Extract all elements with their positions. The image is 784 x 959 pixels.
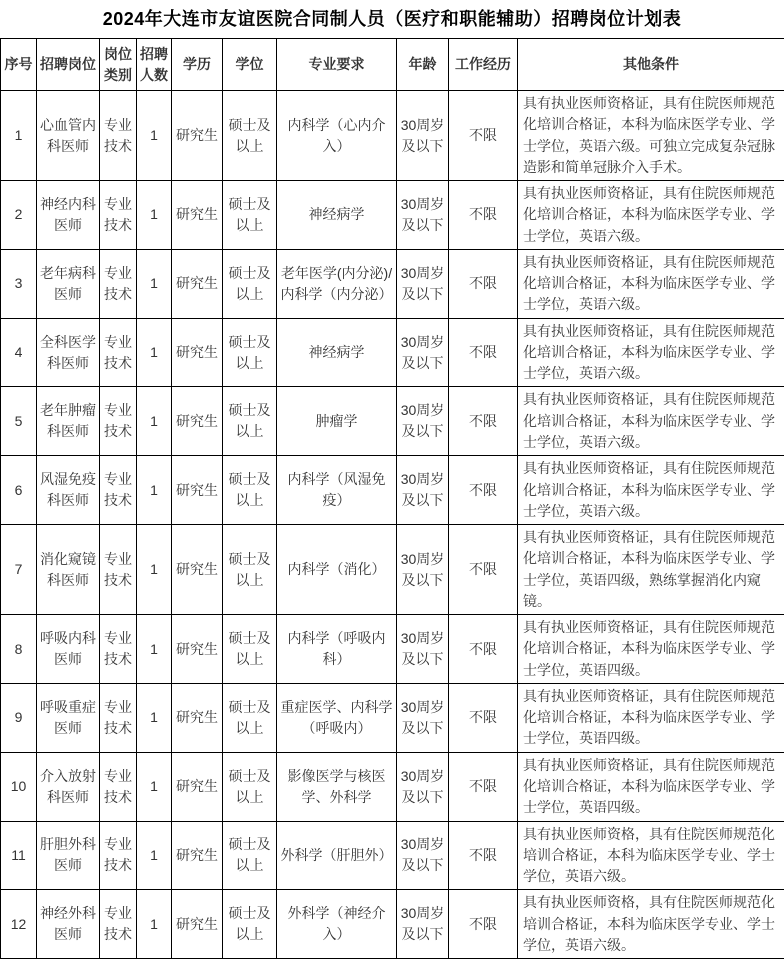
cell-count: 1 (137, 318, 172, 387)
table-row (1, 525, 784, 615)
table-row (1, 181, 784, 250)
cell-other: 具有执业医师资格证，具有住院医师规范化培训合格证，本科为临床医学专业、学士学位，英语四级，熟练掌握消化内窥镜。 (518, 525, 784, 615)
cell-other: 具有执业医师资格证，具有住院医师规范化培训合格证，本科为临床医学专业、学士学位，英语六级。可独立完成复杂冠脉造影和简单冠脉介入手术。 (518, 91, 784, 181)
cell-age: 30周岁及以下 (397, 181, 449, 250)
cell-no: 2 (1, 181, 37, 250)
cell-degree: 硕士及以上 (223, 318, 277, 387)
table-row (1, 615, 784, 684)
cell-category: 专业技术 (100, 821, 137, 890)
cell-count: 1 (137, 387, 172, 456)
cell-category: 专业技术 (100, 318, 137, 387)
table-row (1, 752, 784, 821)
table-header (1, 39, 784, 91)
cell-other: 具有执业医师资格证，具有住院医师规范化培训合格证，本科为临床医学专业、学士学位，英语六级。 (518, 387, 784, 456)
cell-age: 30周岁及以下 (397, 456, 449, 525)
cell-position: 消化窥镜科医师 (37, 525, 100, 615)
cell-major: 外科学（肝胆外） (277, 821, 397, 890)
cell-degree: 硕士及以上 (223, 890, 277, 959)
cell-education: 研究生 (172, 91, 223, 181)
cell-count: 1 (137, 683, 172, 752)
cell-experience: 不限 (449, 752, 518, 821)
cell-other: 具有执业医师资格证，具有住院医师规范化培训合格证，本科为临床医学专业、学士学位，英语六级。 (518, 249, 784, 318)
column-header-count: 招聘人数 (137, 39, 172, 91)
cell-experience: 不限 (449, 91, 518, 181)
cell-no: 4 (1, 318, 37, 387)
cell-category: 专业技术 (100, 615, 137, 684)
cell-experience: 不限 (449, 821, 518, 890)
cell-age: 30周岁及以下 (397, 249, 449, 318)
cell-other: 具有执业医师资格，具有住院医师规范化培训合格证，本科为临床医学专业、学士学位，英语六级。 (518, 890, 784, 959)
cell-position: 呼吸内科医师 (37, 615, 100, 684)
cell-degree: 硕士及以上 (223, 456, 277, 525)
cell-category: 专业技术 (100, 387, 137, 456)
cell-count: 1 (137, 249, 172, 318)
cell-count: 1 (137, 615, 172, 684)
cell-major: 内科学（消化） (277, 525, 397, 615)
cell-category: 专业技术 (100, 525, 137, 615)
cell-other: 具有执业医师资格证，具有住院医师规范化培训合格证，本科为临床医学专业、学士学位，英语四级。 (518, 683, 784, 752)
cell-position: 心血管内科医师 (37, 91, 100, 181)
cell-position: 全科医学科医师 (37, 318, 100, 387)
cell-age: 30周岁及以下 (397, 821, 449, 890)
cell-no: 11 (1, 821, 37, 890)
cell-education: 研究生 (172, 615, 223, 684)
recruitment-plan-table (0, 38, 784, 959)
cell-major: 内科学（心内介入） (277, 91, 397, 181)
cell-position: 介入放射科医师 (37, 752, 100, 821)
header-row (1, 39, 784, 91)
cell-major: 重症医学、内科学（呼吸内） (277, 683, 397, 752)
cell-degree: 硕士及以上 (223, 683, 277, 752)
cell-category: 专业技术 (100, 683, 137, 752)
cell-major: 外科学（神经介入） (277, 890, 397, 959)
cell-other: 具有执业医师资格，具有住院医师规范化培训合格证，本科为临床医学专业、学士学位，英语六级。 (518, 821, 784, 890)
cell-major: 内科学（风湿免疫） (277, 456, 397, 525)
table-row (1, 821, 784, 890)
cell-position: 神经外科医师 (37, 890, 100, 959)
cell-no: 3 (1, 249, 37, 318)
cell-age: 30周岁及以下 (397, 890, 449, 959)
cell-degree: 硕士及以上 (223, 525, 277, 615)
column-header-position: 招聘岗位 (37, 39, 100, 91)
cell-education: 研究生 (172, 752, 223, 821)
cell-category: 专业技术 (100, 752, 137, 821)
cell-no: 12 (1, 890, 37, 959)
table-row (1, 249, 784, 318)
cell-degree: 硕士及以上 (223, 752, 277, 821)
cell-education: 研究生 (172, 387, 223, 456)
cell-degree: 硕士及以上 (223, 387, 277, 456)
table-row (1, 890, 784, 959)
cell-age: 30周岁及以下 (397, 387, 449, 456)
cell-degree: 硕士及以上 (223, 91, 277, 181)
table-row (1, 91, 784, 181)
cell-major: 影像医学与核医学、外科学 (277, 752, 397, 821)
cell-experience: 不限 (449, 318, 518, 387)
cell-education: 研究生 (172, 683, 223, 752)
cell-experience: 不限 (449, 615, 518, 684)
table-row (1, 683, 784, 752)
cell-position: 神经内科医师 (37, 181, 100, 250)
cell-other: 具有执业医师资格证，具有住院医师规范化培训合格证，本科为临床医学专业、学士学位，英语六级。 (518, 456, 784, 525)
column-header-education: 学历 (172, 39, 223, 91)
table-body (1, 91, 784, 959)
column-header-experience: 工作经历 (449, 39, 518, 91)
cell-category: 专业技术 (100, 91, 137, 181)
cell-other: 具有执业医师资格证，具有住院医师规范化培训合格证，本科为临床医学专业、学士学位，英语四级。 (518, 615, 784, 684)
cell-no: 8 (1, 615, 37, 684)
cell-experience: 不限 (449, 249, 518, 318)
cell-experience: 不限 (449, 525, 518, 615)
table-row (1, 456, 784, 525)
page-title: 2024年大连市友谊医院合同制人员（医疗和职能辅助）招聘岗位计划表 (0, 0, 784, 38)
cell-no: 10 (1, 752, 37, 821)
cell-position: 呼吸重症医师 (37, 683, 100, 752)
cell-count: 1 (137, 456, 172, 525)
cell-age: 30周岁及以下 (397, 752, 449, 821)
cell-major: 肿瘤学 (277, 387, 397, 456)
cell-degree: 硕士及以上 (223, 821, 277, 890)
cell-other: 具有执业医师资格证，具有住院医师规范化培训合格证，本科为临床医学专业、学士学位，英语六级。 (518, 318, 784, 387)
cell-experience: 不限 (449, 683, 518, 752)
cell-degree: 硕士及以上 (223, 249, 277, 318)
cell-education: 研究生 (172, 821, 223, 890)
cell-position: 老年肿瘤科医师 (37, 387, 100, 456)
cell-no: 6 (1, 456, 37, 525)
cell-count: 1 (137, 890, 172, 959)
cell-education: 研究生 (172, 249, 223, 318)
cell-no: 9 (1, 683, 37, 752)
cell-experience: 不限 (449, 387, 518, 456)
table-row (1, 318, 784, 387)
cell-no: 7 (1, 525, 37, 615)
column-header-other: 其他条件 (518, 39, 784, 91)
cell-experience: 不限 (449, 181, 518, 250)
cell-count: 1 (137, 821, 172, 890)
cell-other: 具有执业医师资格证，具有住院医师规范化培训合格证，本科为临床医学专业、学士学位，英语四级。 (518, 752, 784, 821)
cell-age: 30周岁及以下 (397, 318, 449, 387)
cell-major: 老年医学(内分泌)/内科学（内分泌） (277, 249, 397, 318)
cell-position: 风湿免疫科医师 (37, 456, 100, 525)
cell-age: 30周岁及以下 (397, 615, 449, 684)
cell-position: 肝胆外科医师 (37, 821, 100, 890)
cell-count: 1 (137, 181, 172, 250)
cell-count: 1 (137, 525, 172, 615)
cell-category: 专业技术 (100, 249, 137, 318)
cell-count: 1 (137, 91, 172, 181)
table-row (1, 387, 784, 456)
column-header-major: 专业要求 (277, 39, 397, 91)
cell-no: 5 (1, 387, 37, 456)
cell-experience: 不限 (449, 456, 518, 525)
cell-education: 研究生 (172, 318, 223, 387)
cell-major: 内科学（呼吸内科） (277, 615, 397, 684)
cell-position: 老年病科医师 (37, 249, 100, 318)
cell-age: 30周岁及以下 (397, 91, 449, 181)
cell-education: 研究生 (172, 525, 223, 615)
column-header-category: 岗位类别 (100, 39, 137, 91)
cell-experience: 不限 (449, 890, 518, 959)
cell-count: 1 (137, 752, 172, 821)
column-header-no: 序号 (1, 39, 37, 91)
cell-category: 专业技术 (100, 181, 137, 250)
cell-other: 具有执业医师资格证，具有住院医师规范化培训合格证，本科为临床医学专业、学士学位，英语六级。 (518, 181, 784, 250)
cell-age: 30周岁及以下 (397, 525, 449, 615)
cell-education: 研究生 (172, 181, 223, 250)
cell-degree: 硕士及以上 (223, 181, 277, 250)
column-header-degree: 学位 (223, 39, 277, 91)
cell-category: 专业技术 (100, 890, 137, 959)
cell-degree: 硕士及以上 (223, 615, 277, 684)
cell-education: 研究生 (172, 456, 223, 525)
cell-category: 专业技术 (100, 456, 137, 525)
cell-age: 30周岁及以下 (397, 683, 449, 752)
cell-no: 1 (1, 91, 37, 181)
cell-education: 研究生 (172, 890, 223, 959)
cell-major: 神经病学 (277, 318, 397, 387)
cell-major: 神经病学 (277, 181, 397, 250)
column-header-age: 年龄 (397, 39, 449, 91)
